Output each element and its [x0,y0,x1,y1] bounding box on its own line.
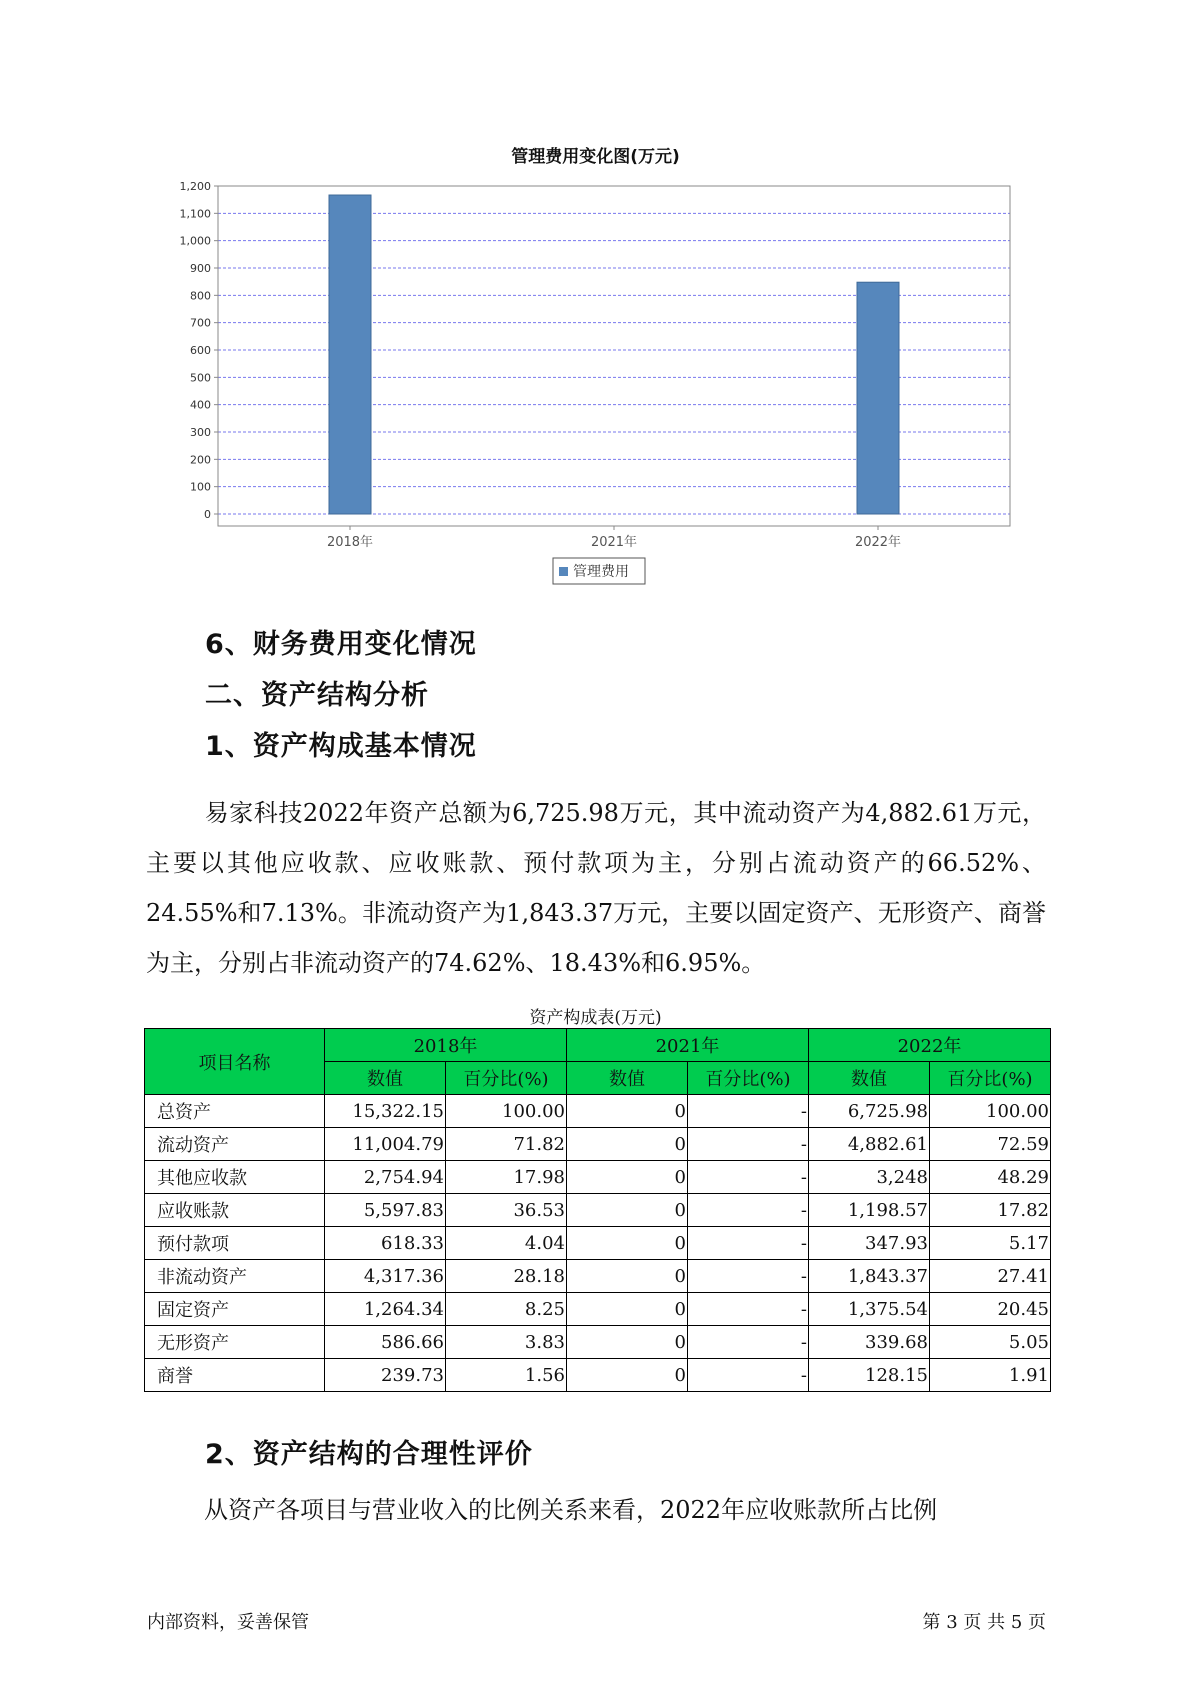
table-cell: 100.00 [446,1095,567,1128]
row-label: 其他应收款 [145,1161,325,1194]
table-cell: - [688,1128,809,1161]
table-cell: 1,843.37 [809,1260,930,1293]
table-cell: 347.93 [809,1227,930,1260]
y-tick-label: 1,200 [179,180,211,193]
table-cell: 3.83 [446,1326,567,1359]
table-cell: 5.17 [930,1227,1051,1260]
row-label: 预付款项 [145,1227,325,1260]
y-tick-label: 800 [190,289,211,303]
footer-confidential: 内部资料，妥善保管 [147,1612,309,1633]
y-tick-label: 500 [190,371,211,385]
management-expense-chart [0,0,1191,600]
table-cell: - [688,1194,809,1227]
table-cell: 3,248 [809,1161,930,1194]
table-cell: - [688,1293,809,1326]
legend-label: 管理费用 [573,564,629,580]
table-row [145,1128,1051,1161]
y-tick-label: 1,000 [179,234,211,248]
asset-summary-paragraph [146,788,1046,988]
table-cell: 1,198.57 [809,1194,930,1227]
table-cell: - [688,1260,809,1293]
row-label: 流动资产 [145,1128,325,1161]
table-row [145,1326,1051,1359]
table-cell: 15,322.15 [325,1095,446,1128]
table-cell: 11,004.79 [325,1128,446,1161]
bar-2018年 [329,195,371,514]
table-cell: 4,317.36 [325,1260,446,1293]
header-year-2021: 2021年 [567,1029,809,1062]
table-caption: 资产构成表(万元) [529,1008,662,1028]
table-cell: 1.56 [446,1359,567,1392]
header-pct-2021: 百分比(%) [688,1062,809,1095]
table-cell: 17.98 [446,1161,567,1194]
table-cell: 8.25 [446,1293,567,1326]
header-year-2018: 2018年 [325,1029,567,1062]
table-cell: 71.82 [446,1128,567,1161]
heading-structure-evaluation: 2、资产结构的合理性评价 [205,1439,533,1470]
table-row [145,1260,1051,1293]
table-cell: 1.91 [930,1359,1051,1392]
x-tick-label: 2021年 [590,535,638,550]
header-value-2018: 数值 [325,1062,446,1095]
table-cell: 339.68 [809,1326,930,1359]
table-cell: 4.04 [446,1227,567,1260]
row-label: 总资产 [145,1095,325,1128]
header-pct-2022: 百分比(%) [930,1062,1051,1095]
chart-title: 管理费用变化图(万元) [511,147,680,167]
table-cell: 0 [567,1359,688,1392]
table-cell: 0 [567,1095,688,1128]
table-cell: 0 [567,1194,688,1227]
table-cell: 0 [567,1293,688,1326]
table-cell: 1,264.34 [325,1293,446,1326]
table-cell: 27.41 [930,1260,1051,1293]
table-row [145,1194,1051,1227]
table-cell: - [688,1095,809,1128]
table-cell: 128.15 [809,1359,930,1392]
legend-swatch [559,567,568,576]
header-value-2021: 数值 [567,1062,688,1095]
row-label: 非流动资产 [145,1260,325,1293]
table-cell: 100.00 [930,1095,1051,1128]
header-value-2022: 数值 [809,1062,930,1095]
x-tick-label: 2022年 [854,535,902,550]
table-cell: 6,725.98 [809,1095,930,1128]
header-item-name: 项目名称 [145,1029,325,1095]
table-cell: 0 [567,1161,688,1194]
table-cell: - [688,1161,809,1194]
y-tick-label: 0 [204,508,211,521]
table-cell: 0 [567,1260,688,1293]
y-tick-label: 1,100 [179,207,211,221]
table-cell: 586.66 [325,1326,446,1359]
table-cell: 0 [567,1128,688,1161]
table-cell: - [688,1359,809,1392]
row-label: 固定资产 [145,1293,325,1326]
header-pct-2018: 百分比(%) [446,1062,567,1095]
table-cell: 4,882.61 [809,1128,930,1161]
y-tick-label: 400 [190,398,211,412]
asset-summary-text: 易家科技2022年资产总额为6,725.98万元，其中流动资产为4,882.61万元，主要以其他应收款、应收账款、预付款项为主，分别占流动资产的66.52%、24.55%和7.13%。非流动资产为1,843.37万元，主要以固定资产、无形资产、商誉为主，分别占非流动资产的74.62%、18.43%和6.95%。 [146,799,1046,977]
footer-page-number: 第 3 页 共 5 页 [922,1612,1046,1633]
heading-asset-structure: 二、资产结构分析 [205,680,429,711]
table-cell: 5.05 [930,1326,1051,1359]
y-tick-label: 600 [190,344,211,357]
table-row [145,1161,1051,1194]
table-cell: 36.53 [446,1194,567,1227]
table-cell: - [688,1227,809,1260]
heading-asset-composition: 1、资产构成基本情况 [205,731,477,762]
table-cell: 5,597.83 [325,1194,446,1227]
table-cell: 239.73 [325,1359,446,1392]
table-cell: 72.59 [930,1128,1051,1161]
evaluation-paragraph: 从资产各项目与营业收入的比例关系来看，2022年应收账款所占比例 [204,1496,938,1524]
header-year-2022: 2022年 [809,1029,1051,1062]
table-cell: 2,754.94 [325,1161,446,1194]
row-label: 商誉 [145,1359,325,1392]
row-label: 应收账款 [145,1194,325,1227]
table-row [145,1293,1051,1326]
heading-finance-expense: 6、财务费用变化情况 [205,629,477,660]
table-row [145,1227,1051,1260]
table-row [145,1095,1051,1128]
table-cell: 17.82 [930,1194,1051,1227]
table-cell: 20.45 [930,1293,1051,1326]
y-tick-label: 900 [190,262,211,275]
table-cell: - [688,1326,809,1359]
x-tick-label: 2018年 [326,535,374,550]
table-row [145,1359,1051,1392]
table-cell: 1,375.54 [809,1293,930,1326]
bar-2022年 [857,282,899,514]
table-cell: 0 [567,1227,688,1260]
table-cell: 48.29 [930,1161,1051,1194]
table-cell: 28.18 [446,1260,567,1293]
y-tick-label: 100 [190,480,211,494]
table-cell: 618.33 [325,1227,446,1260]
table-cell: 0 [567,1326,688,1359]
y-tick-label: 200 [190,453,211,467]
y-tick-label: 300 [190,426,211,439]
asset-composition-table [144,1028,1051,1392]
row-label: 无形资产 [145,1326,325,1359]
y-tick-label: 700 [190,316,211,330]
